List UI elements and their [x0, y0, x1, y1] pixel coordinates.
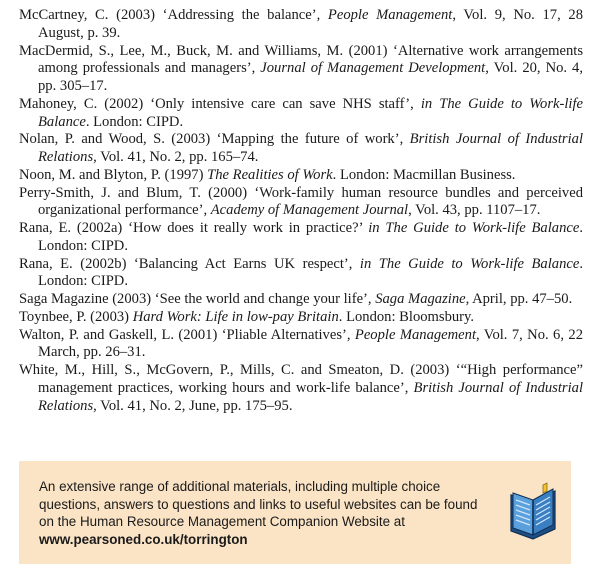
reference-text: , Vol. 7, No. 6, 22 March, pp. 26–31.: [38, 326, 583, 361]
reference-text: , Vol. 43, pp. 1107–17.: [408, 202, 541, 219]
reference-text: Rana, E. (2002a) ‘How does it really work in practice?’: [19, 220, 369, 236]
reference-text: Mahoney, C. (2002) ‘Only intensive care can save NHS staff’,: [19, 95, 421, 112]
reference-text: McCartney, C. (2003) ‘Addressing the balance’,: [19, 7, 328, 23]
companion-website-url[interactable]: www.pearsoned.co.uk/torrington: [39, 531, 248, 547]
reference-title: in The Guide to Work-life Balance: [359, 255, 580, 272]
reference-title: Academy of Management Journal: [210, 202, 409, 219]
reference-text: White, M., Hill, S., McGovern, P., Mills, C. and Smeaton, D. (2003) ‘“High performance” management practices, working hours and work-life balance’,: [19, 362, 583, 396]
reference-title: People Management: [354, 326, 477, 343]
companion-website-description: An extensive range of additional materials, including multiple choice questions, answers to questions and links to useful websites can be found on the Human Resource Management Companion Website at: [39, 479, 478, 529]
reference-text: . London: CIPD.: [85, 113, 184, 130]
reference-title: Hard Work: Life in low-pay Britain: [132, 308, 339, 325]
reference-title: Saga Magazine: [375, 291, 466, 307]
reference-text: Toynbee, P. (2003): [19, 308, 133, 325]
reference-list: [19, 7, 583, 415]
reference-text: Perry-Smith, J. and Blum, T. (2000) ‘Work-family human resource bundles and perceived organizational performance’,: [19, 184, 583, 219]
reference-text: Nolan, P. and Wood, S. (2003) ‘Mapping the future of work’,: [19, 131, 410, 148]
reference-text: Rana, E. (2002b) ‘Balancing Act Earns UK respect’,: [19, 255, 360, 272]
open-book-icon: [505, 481, 561, 541]
reference-text: Noon, M. and Blyton, P. (1997): [19, 166, 208, 183]
reference-text: . London: Macmillan Business.: [332, 166, 516, 183]
reference-text: Walton, P. and Gaskell, L. (2001) ‘Pliable Alternatives’,: [19, 326, 355, 343]
reference-entry: [19, 327, 583, 363]
reference-entry: [19, 256, 583, 292]
reference-text: MacDermid, S., Lee, M., Buck, M. and Williams, M. (2001) ‘Alternative work arrangements among professionals and managers’,: [19, 42, 583, 77]
reference-entry: [19, 291, 583, 309]
reference-entry: [19, 43, 583, 96]
reference-text: , Vol. 9, No. 17, 28 August, p. 39.: [38, 7, 583, 41]
reference-title: British Journal of Industrial Relations: [38, 131, 584, 165]
reference-entry: [19, 7, 583, 43]
reference-title: in The Guide to Work-life Balance: [368, 220, 580, 236]
reference-title: British Journal of Industrial Relations: [38, 379, 583, 414]
reference-text: , Vol. 20, No. 4, pp. 305–17.: [38, 60, 584, 94]
reference-title: People Management: [327, 7, 453, 23]
reference-entry: [19, 362, 583, 415]
reference-entry: [19, 220, 583, 256]
companion-website-box: [19, 461, 571, 564]
reference-text: . London: CIPD.: [38, 220, 583, 254]
reference-text: , April, pp. 47–50.: [465, 291, 573, 307]
reference-title: Journal of Management Development: [260, 60, 486, 77]
reference-text: . London: Bloomsbury.: [338, 308, 475, 325]
reference-entry: [19, 131, 583, 167]
reference-text: . London: CIPD.: [38, 255, 583, 290]
reference-text: , Vol. 41, No. 2, June, pp. 175–95.: [93, 397, 293, 414]
reference-entry: [19, 167, 583, 185]
reference-title: in The Guide to Work-life Balance: [38, 95, 584, 130]
reference-text: Saga Magazine (2003) ‘See the world and change your life’,: [19, 291, 376, 307]
reference-entry: [19, 185, 583, 221]
companion-website-text: [39, 478, 479, 548]
reference-entry: [19, 309, 583, 327]
reference-entry: [19, 96, 583, 132]
reference-title: The Realities of Work: [207, 166, 333, 183]
reference-text: , Vol. 41, No. 2, pp. 165–74.: [93, 149, 259, 165]
